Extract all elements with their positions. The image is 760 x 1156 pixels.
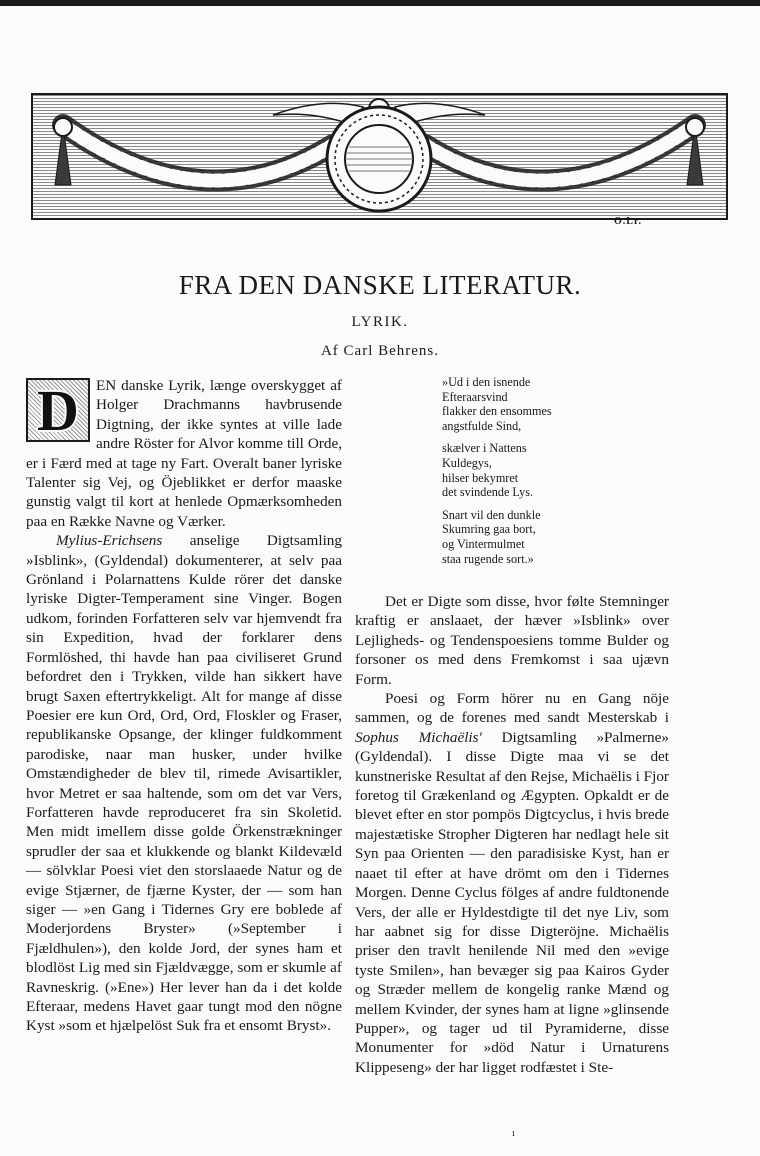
author-name-mylius-erichsen: Mylius-Erichsens [56, 532, 163, 550]
poem-line: og Vintermulmet [442, 536, 525, 551]
garland-ornament-illustration [33, 95, 726, 218]
poem-line: »Ud i den isnende [442, 375, 531, 389]
poem-line: det svindende Lys. [442, 485, 534, 500]
right-paragraph-1: Det er Digte som disse, hvor følte Stemninger kraftig er anslaaet, der hæver »Isblink» over Lejligheds- og Tendenspoesiens tomme Bulder og forsoner os med dens Fremkomst i saa ujævn Form. [355, 593, 669, 688]
decorative-initial-d [26, 378, 90, 442]
top-rule [0, 0, 760, 6]
right-paragraph-2 [355, 689, 669, 1077]
page-footer-mark: ı [512, 1128, 515, 1139]
right-column [355, 592, 669, 1077]
poem-line: Snart vil den dunkle [442, 507, 541, 522]
poem-quotation [442, 375, 642, 574]
poem-stanza-1 [442, 375, 642, 433]
paragraph-2-text: anselige Digtsamling »Isblink», (Gyldendal) dokumenterer, at selv paa Grönland i Polarnattens Kulde rörer det danske lyriske Digter-Temperament sine Vinger. Bogen udkom, forinden Forfatteren selv var hjemvendt fra sin Expedition, hvad der forklarer dens Formlöshed, thi havde han paa civiliseret Grund befordret den i Trykken, vilde han sikkert have brugt Saxen eftertrykkeligt. Alt for mange af disse Poesier ere kun Ord, Ord, Ord, Floskler og Fraser, republikanske Opsange, der klinger fuldkomment parodiske, naar man husker, under hvilke Omstændigheder de blev til, rimede Avisartikler, hvor Metret er saa haltende, som om det var Vers, Forfatteren havde reproduceret fra sin Skoletid. Men midt imellem disse golde Örkenstrækninger sprudler der saa et klukkende og blankt Kildevæld — sölvklar Poesi viet den storslaaede Natur og de evige Stjærner, de fjærne Kyster, der — som han siger — »en Gang i Tidernes Gry ere boblede af Moderjordens Bryster» (»September i Fjældhulen»), den kolde Jord, der synes ham et blodlöst Lig med sin Fjældvægge, som er skumle af Ravneskrig. (»Ene») Her lever han da i det kolde Efteraar, medens Havet gaar tungt mod den nögne Kyst »som et hjælpelöst Suk fra et ensomt Bryst». [26, 532, 342, 1035]
paragraph-text: Digtsamling »Palmerne» (Gyldendal). I disse Digte maa vi se det kunstneriske Resultat af den Rejse, Michaëlis i Fjor foretog til Grækenland og Ægypten. Opkaldt er de blevet efter en stor pompös Digtcyclus, i hvis brede majestætiske Stropher Digteren har nedlagt hele sit Syn paa Orienten — den paradisiske Kyst, han er naaet til efter at have drömt om den i Tidernes Morgen. Denne Cyclus fölges af andre fuldtonende Vers, der alle er Hyldestdigte til det nye Liv, som har aabnet sig for disse Digteröjne. Michaëlis priser den travlt henilende Nil med den »evige tyste Smilen», han bevæger sig paa Kairos Gyder og Stræder mellem de kongelig ranke Mænd og mellem Kvinder, der synes ham at ligne »glinsende Pupper», og tager ud til Pyramiderne, disse Monumenter for »död Natur i Urnaturens Klippeseng» der har ligget rodfæstet i Ste- [355, 728, 669, 1076]
left-paragraph-1 [26, 376, 342, 531]
dropcap-letter: D [37, 378, 79, 443]
poem-line: angstfulde Sind, [442, 418, 522, 433]
left-paragraph-2 [26, 531, 342, 1036]
poem-stanza-3 [442, 508, 642, 566]
article-title: FRA DEN DANSKE LITERATUR. [178, 270, 582, 300]
left-column [26, 376, 342, 1036]
article-byline: Af Carl Behrens. [320, 343, 440, 359]
poem-line: Kuldegys, [442, 455, 492, 470]
poem-line: skælver i Nattens [442, 441, 527, 456]
poem-line: Efteraarsvind [442, 389, 508, 404]
poem-line: Skumring gaa bort, [442, 522, 536, 537]
paragraph-text: Poesi og Form hörer nu en Gang nöje sammen, og de forenes med sandt Mesterskab i [355, 690, 669, 727]
paragraph-1-text: EN danske Lyrik, længe overskygget af Holger Drachmanns havbrusende Digtning, der ikke syntes at ville lade andre Röster for Alvor komme till Orde, er i Færd med at tage ny Fart. Overalt baner lyriske Talenter sig Vej, og Öjeblikket er derfor maaske gunstig valgt til kort at henlede Opmærksomheden paa en Række Navne og Værker. [26, 377, 342, 530]
poem-stanza-2 [442, 441, 642, 499]
poem-line: flakker den ensommes [442, 404, 552, 419]
illustrator-signature: O.Lr. [614, 216, 642, 227]
poem-line: staa rugende sort.» [442, 551, 534, 566]
ornamental-header-banner [31, 93, 728, 220]
article-subtitle: LYRIK. [351, 314, 409, 330]
poem-line: hilser bekymret [442, 470, 519, 485]
author-name-sophus-michaelis: Sophus Michaëlis' [355, 728, 482, 746]
